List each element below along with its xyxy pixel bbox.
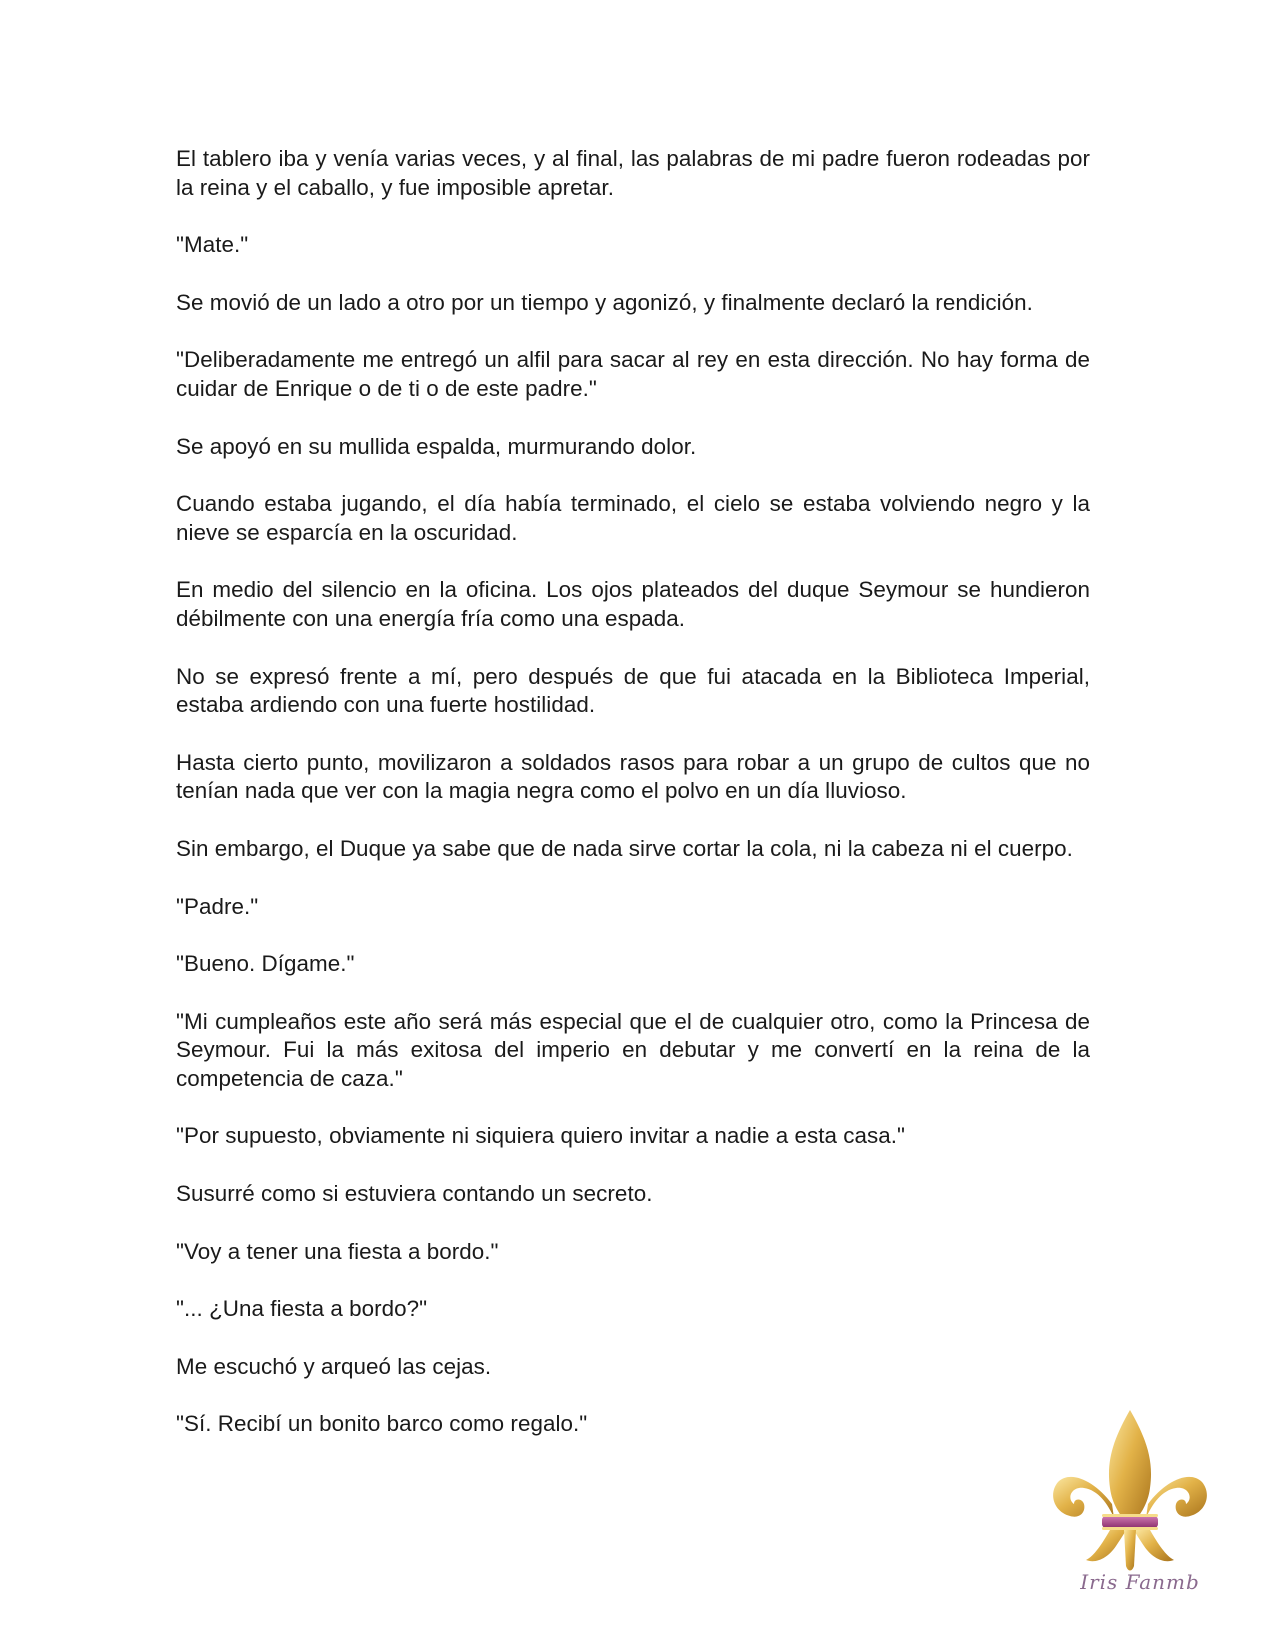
paragraph: "Voy a tener una fiesta a bordo." bbox=[176, 1238, 499, 1264]
paragraph: "Deliberadamente me entregó un alfil para sacar al rey en esta dirección. No hay forma de cuidar de Enrique o de ti o de este padre." bbox=[176, 347, 1090, 401]
paragraph: Se apoyó en su mullida espalda, murmurando dolor. bbox=[176, 433, 697, 459]
paragraph: "Sí. Recibí un bonito barco como regalo." bbox=[176, 1411, 588, 1437]
paragraph: Susurré como si estuviera contando un secreto. bbox=[176, 1181, 653, 1207]
paragraph: No se expresó frente a mí, pero después de que fui atacada en la Biblioteca Imperial, estaba ardiendo con una fuerte hostilidad. bbox=[176, 663, 1090, 718]
signature: Iris Fanmb bbox=[1080, 1570, 1200, 1594]
paragraph: "... ¿Una fiesta a bordo?" bbox=[176, 1296, 428, 1322]
paragraph: "Padre." bbox=[176, 893, 259, 919]
body-text bbox=[176, 145, 1090, 1468]
paragraph: El tablero iba y venía varias veces, y al final, las palabras de mi padre fueron rodeadas por la reina y el caballo, y fue imposible apretar. bbox=[176, 146, 1090, 200]
paragraph: "Por supuesto, obviamente ni siquiera quiero invitar a nadie a esta casa." bbox=[176, 1123, 906, 1149]
paragraph: Cuando estaba jugando, el día había terminado, el cielo se estaba volviendo negro y la nieve se esparcía en la oscuridad. bbox=[176, 491, 1090, 545]
paragraph: En medio del silencio en la oficina. Los ojos plateados del duque Seymour se hundieron débilmente con una energía fría como una espada. bbox=[176, 577, 1090, 631]
paragraph: Sin embargo, el Duque ya sabe que de nada sirve cortar la cola, ni la cabeza ni el cuerpo. bbox=[176, 835, 1073, 861]
paragraph: "Bueno. Dígame." bbox=[176, 951, 355, 977]
paragraph: "Mi cumpleaños este año será más especial que el de cualquier otro, como la Princesa de Seymour. Fui la más exitosa del imperio en debutar y me convertí en la reina de la competencia de caza." bbox=[176, 1008, 1090, 1091]
paragraph: "Mate." bbox=[176, 232, 249, 258]
paragraph: Me escuchó y arqueó las cejas. bbox=[176, 1353, 492, 1379]
paragraph: Hasta cierto punto, movilizaron a soldados rasos para robar a un grupo de cultos que no tenían nada que ver con la magia negra como el polvo en un día lluvioso. bbox=[176, 749, 1090, 804]
paragraph: Se movió de un lado a otro por un tiempo y agonizó, y finalmente declaró la rendición. bbox=[176, 289, 1033, 315]
